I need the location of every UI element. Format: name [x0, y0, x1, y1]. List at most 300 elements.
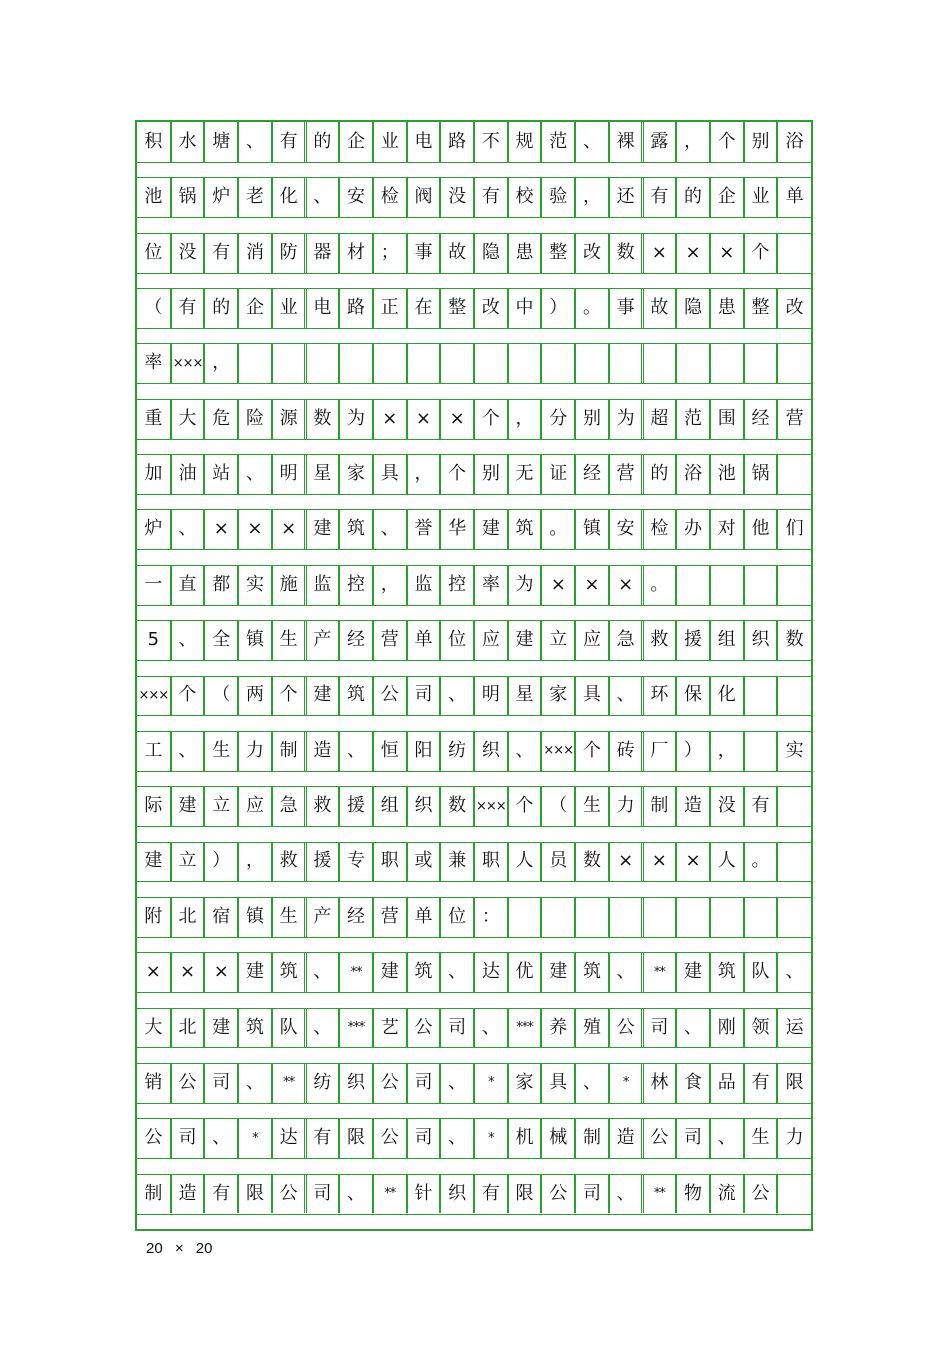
grid-cell: 北	[171, 1008, 205, 1048]
grid-cell: 建	[508, 620, 542, 660]
grid-cell: 有	[474, 177, 508, 217]
grid-cell: 的	[676, 177, 710, 217]
grid-cell: 有	[744, 1063, 778, 1103]
grid-cell: 路	[339, 288, 373, 328]
grid-cell: ，	[676, 122, 710, 162]
grid-cell: 改	[575, 233, 609, 273]
grid-cell: 加	[137, 454, 171, 494]
grid-cell: 直	[171, 565, 205, 605]
grid-cell: 限	[777, 1063, 811, 1103]
grid-cell: 没	[171, 233, 205, 273]
grid-cell: 公	[137, 1118, 171, 1158]
grid-cell: 筑	[339, 509, 373, 549]
grid-cell: 老	[238, 177, 272, 217]
grid-cell: 筑	[238, 1008, 272, 1048]
grid-cell: 产	[306, 897, 340, 937]
grid-cell: 、	[306, 1008, 340, 1048]
grid-cell: 个	[575, 731, 609, 771]
grid-cell: 造	[609, 1118, 643, 1158]
grid-cell: 浴	[676, 454, 710, 494]
grid-cell: 明	[474, 676, 508, 716]
grid-cell	[777, 454, 811, 494]
grid-cell: 校	[508, 177, 542, 217]
grid-cell: 。	[575, 288, 609, 328]
grid-cell: ，	[204, 343, 238, 383]
grid-cell: 援	[676, 620, 710, 660]
grid-cell: 锅	[744, 454, 778, 494]
grid-cell: 北	[171, 897, 205, 937]
grid-cell: 达	[474, 952, 508, 992]
grid-cell: 检	[373, 177, 407, 217]
grid-cell: 制	[643, 786, 677, 826]
grid-cell: 筑	[339, 676, 373, 716]
grid-cell: 、	[474, 1008, 508, 1048]
grid-cell: 领	[744, 1008, 778, 1048]
grid-cell: 刚	[710, 1008, 744, 1048]
grid-row	[137, 620, 811, 675]
grid-cell: 的	[306, 122, 340, 162]
grid-cell: 工	[137, 731, 171, 771]
cell-bottom-line	[137, 439, 811, 440]
grid-cell: 位	[440, 897, 474, 937]
grid-cell: 锅	[171, 177, 205, 217]
grid-cell: 超	[643, 399, 677, 439]
grid-cell: 中	[508, 288, 542, 328]
grid-cell: 消	[238, 233, 272, 273]
grid-cell: ；	[373, 233, 407, 273]
grid-cell: ）	[204, 842, 238, 882]
grid-cell: 经	[575, 454, 609, 494]
grid-cell	[744, 731, 778, 771]
grid-cell	[575, 343, 609, 383]
grid-cell: 附	[137, 897, 171, 937]
cell-bottom-line	[137, 1158, 811, 1159]
grid-cell: 数	[777, 620, 811, 660]
grid-cell	[710, 897, 744, 937]
grid-cell: 制	[575, 1118, 609, 1158]
grid-cell: 、	[440, 952, 474, 992]
grid-cell: 司	[676, 1118, 710, 1158]
grid-cell: ×	[541, 565, 575, 605]
grid-cell: 家	[339, 454, 373, 494]
grid-cell: 司	[575, 1174, 609, 1214]
grid-cell: 公	[744, 1174, 778, 1214]
grid-cell: 力	[777, 1118, 811, 1158]
grid-cell: 办	[676, 509, 710, 549]
grid-cell: 个	[508, 786, 542, 826]
grid-cell: 单	[407, 897, 441, 937]
grid-cell: 司	[171, 1118, 205, 1158]
grid-cell: 重	[137, 399, 171, 439]
grid-cell: 、	[440, 676, 474, 716]
grid-cell: 建	[137, 842, 171, 882]
grid-cell: 建	[171, 786, 205, 826]
grid-cell: 营	[609, 454, 643, 494]
grid-cell	[306, 343, 340, 383]
grid-cell: 5	[137, 620, 171, 660]
cell-bottom-line	[137, 881, 811, 882]
grid-cell: 保	[676, 676, 710, 716]
grid-rows: 20	[195, 1240, 213, 1257]
grid-row	[137, 731, 811, 786]
grid-cell: ×	[643, 842, 677, 882]
grid-cell: 故	[643, 288, 677, 328]
grid-cell: 个	[440, 454, 474, 494]
grid-row	[137, 1008, 811, 1063]
grid-cell: 际	[137, 786, 171, 826]
grid-cell: 他	[744, 509, 778, 549]
grid-cell: 、	[676, 1008, 710, 1048]
grid-cell: 生	[272, 897, 306, 937]
grid-cell: 没	[710, 786, 744, 826]
grid-cell: 镇	[238, 897, 272, 937]
grid-cell: 别	[474, 454, 508, 494]
grid-cell: 殖	[575, 1008, 609, 1048]
grid-cell: 路	[440, 122, 474, 162]
grid-cell: 范	[541, 122, 575, 162]
grid-cell: 业	[373, 122, 407, 162]
grid-cell: 队	[744, 952, 778, 992]
grid-row	[137, 676, 811, 731]
grid-cell	[238, 343, 272, 383]
grid-row	[137, 1174, 811, 1229]
grid-cell	[777, 233, 811, 273]
grid-cell: 患	[710, 288, 744, 328]
cell-bottom-line	[137, 992, 811, 993]
grid-cell: 救	[306, 786, 340, 826]
grid-cell: 筑	[508, 509, 542, 549]
grid-cell: 华	[440, 509, 474, 549]
grid-row	[137, 177, 811, 232]
grid-cell: *	[474, 1063, 508, 1103]
grid-cell: ，	[238, 842, 272, 882]
grid-cell: 们	[777, 509, 811, 549]
grid-cell: 司	[643, 1008, 677, 1048]
grid-cell: 证	[541, 454, 575, 494]
grid-cell: 改	[777, 288, 811, 328]
grid-cell	[575, 897, 609, 937]
grid-cell: 家	[541, 676, 575, 716]
grid-cell: 改	[474, 288, 508, 328]
grid-cell: 针	[407, 1174, 441, 1214]
grid-cell: 、	[710, 1118, 744, 1158]
grid-cell: 职	[474, 842, 508, 882]
grid-cell: 全	[204, 620, 238, 660]
grid-cell: 、	[440, 1063, 474, 1103]
grid-cell: ×××	[171, 343, 205, 383]
grid-cell: 没	[440, 177, 474, 217]
grid-cell: 建	[474, 509, 508, 549]
grid-cell: 隐	[474, 233, 508, 273]
grid-cell: 、	[339, 731, 373, 771]
grid-cell: 织	[407, 786, 441, 826]
grid-cell: 、	[609, 1174, 643, 1214]
grid-cell: 司	[407, 1118, 441, 1158]
grid-cell: 、	[171, 620, 205, 660]
grid-cell: 露	[643, 122, 677, 162]
cell-bottom-line	[137, 549, 811, 550]
grid-cell: 公	[373, 1118, 407, 1158]
grid-cell	[508, 343, 542, 383]
grid-cell: 组	[710, 620, 744, 660]
grid-cell: 整	[541, 233, 575, 273]
grid-cell: 数	[575, 842, 609, 882]
grid-cell: 安	[609, 509, 643, 549]
grid-cell: 数	[306, 399, 340, 439]
grid-cell: 员	[541, 842, 575, 882]
grid-cell: 公	[609, 1008, 643, 1048]
grid-cell: 、	[204, 1118, 238, 1158]
grid-cell: 患	[508, 233, 542, 273]
grid-cell: 镇	[238, 620, 272, 660]
grid-cell: 危	[204, 399, 238, 439]
grid-cell: 企	[339, 122, 373, 162]
grid-cell: ×	[204, 509, 238, 549]
grid-cell: 司	[204, 1063, 238, 1103]
grid-cell: 、	[238, 1063, 272, 1103]
grid-cell: 位	[137, 233, 171, 273]
grid-cell: 有	[306, 1118, 340, 1158]
grid-cell: 限	[508, 1174, 542, 1214]
grid-cell: 企	[238, 288, 272, 328]
grid-cell: 积	[137, 122, 171, 162]
grid-cell	[609, 897, 643, 937]
grid-cell: 、	[171, 731, 205, 771]
grid-cell: 险	[238, 399, 272, 439]
grid-cell: 品	[710, 1063, 744, 1103]
grid-cell	[440, 343, 474, 383]
grid-cell: ×	[676, 842, 710, 882]
grid-cell: 司	[407, 676, 441, 716]
grid-times-sign: ×	[174, 1240, 184, 1257]
grid-cell: 建	[541, 952, 575, 992]
grid-cell: 限	[238, 1174, 272, 1214]
cell-bottom-line	[137, 1047, 811, 1048]
grid-cell: 监	[407, 565, 441, 605]
grid-cell: 兼	[440, 842, 474, 882]
grid-cell: 、	[306, 952, 340, 992]
grid-cell: 建	[306, 509, 340, 549]
grid-cell: 控	[339, 565, 373, 605]
grid-cell: 组	[373, 786, 407, 826]
grid-cell: 有	[643, 177, 677, 217]
grid-cell: ×	[643, 233, 677, 273]
grid-cell: 数	[609, 233, 643, 273]
grid-cell: 公	[373, 1063, 407, 1103]
grid-cell: 力	[238, 731, 272, 771]
grid-cell: ，	[575, 177, 609, 217]
grid-cell: 纺	[440, 731, 474, 771]
grid-cell	[777, 343, 811, 383]
grid-cell: ×	[676, 233, 710, 273]
grid-cell: ×	[407, 399, 441, 439]
grid-cell: 源	[272, 399, 306, 439]
grid-cell: 企	[710, 177, 744, 217]
grid-cell: 流	[710, 1174, 744, 1214]
grid-cell: 建	[204, 1008, 238, 1048]
grid-cell: 有	[272, 122, 306, 162]
grid-cell: 。	[643, 565, 677, 605]
grid-cell: 纺	[306, 1063, 340, 1103]
grid-cell: 造	[676, 786, 710, 826]
grid-cell: ×	[575, 565, 609, 605]
grid-cell: 或	[407, 842, 441, 882]
grid-cell: 个	[171, 676, 205, 716]
grid-cell: 具	[575, 676, 609, 716]
grid-cell: ×	[204, 952, 238, 992]
grid-cell: 机	[508, 1118, 542, 1158]
grid-cell: 检	[643, 509, 677, 549]
grid-cell: （	[204, 676, 238, 716]
grid-cell: 炉	[137, 509, 171, 549]
grid-cell: 织	[339, 1063, 373, 1103]
grid-cell: 销	[137, 1063, 171, 1103]
grid-cell: （	[541, 786, 575, 826]
grid-cell: ×	[238, 509, 272, 549]
grid-cell: 营	[777, 399, 811, 439]
grid-cell: 星	[306, 454, 340, 494]
cell-bottom-line	[137, 937, 811, 938]
grid-row	[137, 952, 811, 1007]
grid-cell: ，	[710, 731, 744, 771]
grid-row	[137, 288, 811, 343]
grid-cell: 公	[643, 1118, 677, 1158]
grid-cell: 司	[440, 1008, 474, 1048]
grid-cell: 优	[508, 952, 542, 992]
grid-cell: 数	[440, 786, 474, 826]
grid-cell: 司	[407, 1063, 441, 1103]
grid-cell: 水	[171, 122, 205, 162]
grid-row	[137, 454, 811, 509]
grid-cell: 、	[440, 1118, 474, 1158]
grid-cell: 公	[407, 1008, 441, 1048]
grid-cell: **	[339, 952, 373, 992]
grid-cell: 救	[272, 842, 306, 882]
grid-cell: 具	[541, 1063, 575, 1103]
grid-cell: 不	[474, 122, 508, 162]
grid-cell: 厂	[643, 731, 677, 771]
grid-cell: 急	[609, 620, 643, 660]
grid-cell: 筑	[272, 952, 306, 992]
grid-cell	[643, 897, 677, 937]
grid-cell: 达	[272, 1118, 306, 1158]
grid-cell: 池	[710, 454, 744, 494]
grid-cell: 、	[777, 952, 811, 992]
grid-cell: **	[272, 1063, 306, 1103]
grid-cell: *	[474, 1118, 508, 1158]
grid-cell: 司	[306, 1174, 340, 1214]
grid-cell: 阳	[407, 731, 441, 771]
grid-cell: 织	[744, 620, 778, 660]
grid-cell: 建	[238, 952, 272, 992]
grid-cell: 制	[272, 731, 306, 771]
grid-cell: （	[137, 288, 171, 328]
grid-cell: *	[609, 1063, 643, 1103]
grid-cell: 恒	[373, 731, 407, 771]
cell-bottom-line	[137, 1103, 811, 1104]
grid-cell: 裸	[609, 122, 643, 162]
grid-cell: 个	[744, 233, 778, 273]
grid-cell: 械	[541, 1118, 575, 1158]
grid-cell: ：	[474, 897, 508, 937]
grid-cell: ***	[339, 1008, 373, 1048]
grid-cell	[676, 897, 710, 937]
grid-cell: 公	[272, 1174, 306, 1214]
grid-cell: 有	[204, 233, 238, 273]
grid-cell: 大	[171, 399, 205, 439]
grid-cell: 电	[407, 122, 441, 162]
cell-bottom-line	[137, 1214, 811, 1215]
grid-cell: 。	[541, 509, 575, 549]
grid-cell: 、	[575, 1063, 609, 1103]
grid-cell: 家	[508, 1063, 542, 1103]
grid-cell: 生	[272, 620, 306, 660]
grid-cell	[676, 565, 710, 605]
grid-cell: **	[643, 1174, 677, 1214]
grid-cell: 生	[575, 786, 609, 826]
grid-cell: 围	[710, 399, 744, 439]
grid-cell: 为	[609, 399, 643, 439]
grid-cols: 20	[146, 1240, 163, 1257]
grid-cell: 营	[373, 897, 407, 937]
grid-cell: 的	[643, 454, 677, 494]
grid-cell: 养	[541, 1008, 575, 1048]
grid-cell: 正	[373, 288, 407, 328]
grid-cell: *	[238, 1118, 272, 1158]
grid-cell: 两	[238, 676, 272, 716]
grid-cell	[676, 343, 710, 383]
grid-cell: 个	[474, 399, 508, 439]
grid-cell: 艺	[373, 1008, 407, 1048]
grid-cell: 物	[676, 1174, 710, 1214]
grid-cell: 个	[272, 676, 306, 716]
grid-cell: 率	[474, 565, 508, 605]
grid-cell	[744, 565, 778, 605]
grid-cell: ×	[609, 842, 643, 882]
grid-cell: 、	[171, 509, 205, 549]
grid-cell: 救	[643, 620, 677, 660]
grid-cell: 、	[609, 676, 643, 716]
grid-cell: 器	[306, 233, 340, 273]
grid-cell: 、	[575, 122, 609, 162]
grid-cell: 验	[541, 177, 575, 217]
grid-cell: ×	[171, 952, 205, 992]
grid-cell	[777, 786, 811, 826]
grid-cell: ***	[508, 1008, 542, 1048]
grid-cell: 星	[508, 676, 542, 716]
grid-cell: 别	[575, 399, 609, 439]
grid-cell: 经	[339, 620, 373, 660]
cell-bottom-line	[137, 328, 811, 329]
grid-cell: 化	[710, 676, 744, 716]
grid-cell: ×××	[137, 676, 171, 716]
cell-bottom-line	[137, 273, 811, 274]
grid-cell	[777, 842, 811, 882]
grid-cell: ，	[508, 399, 542, 439]
grid-cell: 应	[575, 620, 609, 660]
grid-cell: 对	[710, 509, 744, 549]
grid-cell: 筑	[407, 952, 441, 992]
grid-cell: 别	[744, 122, 778, 162]
grid-cell: 立	[171, 842, 205, 882]
grid-cell	[744, 343, 778, 383]
grid-row	[137, 343, 811, 398]
grid-cell: 急	[272, 786, 306, 826]
grid-cell	[541, 343, 575, 383]
grid-cell: 应	[474, 620, 508, 660]
grid-cell: 织	[440, 1174, 474, 1214]
grid-cell	[407, 343, 441, 383]
